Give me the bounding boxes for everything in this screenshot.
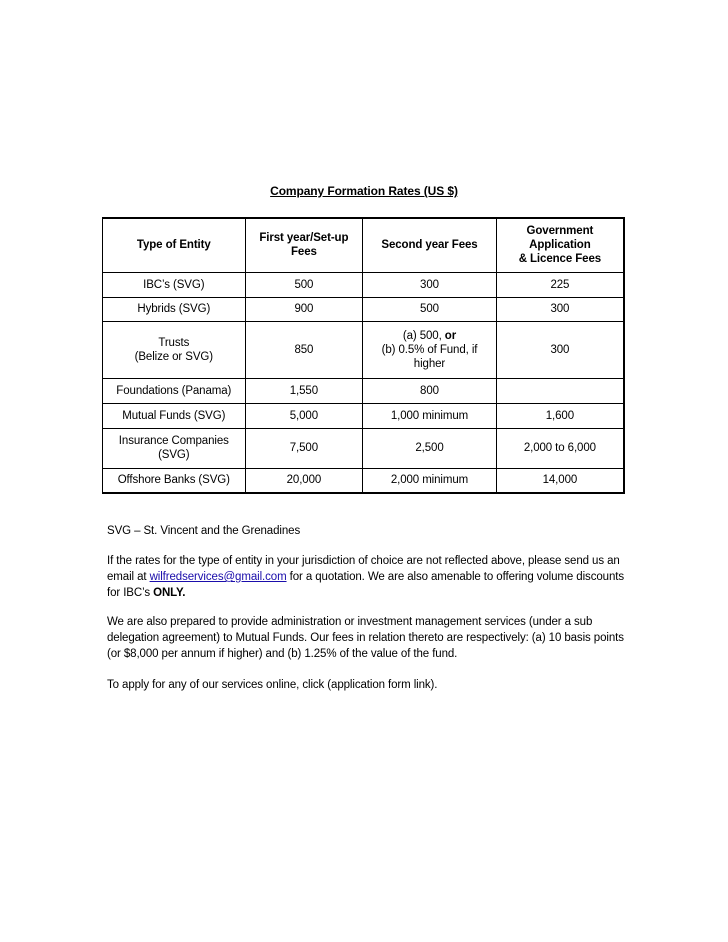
cell-government: 300: [496, 297, 624, 321]
cell-entity-line1: Insurance Companies: [118, 435, 229, 447]
table-header-row: [103, 218, 625, 272]
page-title: Company Formation Rates (US $): [270, 184, 458, 198]
apply-online-paragraph: To apply for any of our services online, click (application form link).: [107, 679, 438, 691]
cell-second-line3: higher: [413, 357, 446, 370]
header-type-of-entity: Type of Entity: [103, 218, 246, 272]
header-gov-line1: Government: [526, 225, 594, 238]
quotation-text-end: for a quotation. We are also amenable to offering volume discounts for IBC’s: [107, 571, 624, 599]
email-link[interactable]: wilfredservices@gmail.com: [149, 571, 287, 583]
cell-entity: Foundations (Panama): [103, 378, 246, 403]
cell-second-year: 500: [363, 297, 497, 321]
cell-first-year: 500: [245, 272, 363, 297]
cell-government: 1,600: [496, 403, 624, 428]
cell-first-year: 900: [245, 297, 363, 321]
cell-second-year: 2,500: [363, 428, 497, 468]
cell-entity: IBC’s (SVG): [103, 272, 246, 297]
cell-second-year: 2,000 minimum: [363, 468, 497, 493]
cell-first-year: 20,000: [245, 468, 363, 493]
cell-entity-line2: (Belize or SVG): [134, 350, 213, 363]
cell-entity-line1: Trusts: [158, 336, 190, 349]
header-first-year-line2: Fees: [290, 246, 317, 259]
header-first-year-fees: [245, 218, 363, 272]
cell-second-year: [363, 321, 497, 378]
table-row: [103, 297, 625, 321]
rates-table: [102, 217, 625, 494]
cell-entity-line2: (SVG): [158, 449, 190, 461]
cell-government: 300: [496, 321, 624, 378]
header-second-year-fees: Second year Fees: [363, 218, 497, 272]
cell-entity: Mutual Funds (SVG): [103, 403, 246, 428]
cell-second-year: 800: [363, 378, 497, 403]
table-row: [103, 378, 625, 403]
cell-first-year: 850: [245, 321, 363, 378]
cell-first-year: 5,000: [245, 403, 363, 428]
cell-government: 225: [496, 272, 624, 297]
header-government-fees: [496, 218, 624, 272]
cell-second-line1: (a) 500,: [402, 329, 445, 342]
administration-paragraph: We are also prepared to provide administration or investment management services (under a sub delegation agreement) to Mutual Funds. Our fees in relation thereto are respectively: (a) 10 basis points (or $8,000 per annum if higher) and (b) 1.25% of the value of the fund.: [107, 616, 624, 660]
only-emphasis: ONLY.: [153, 587, 186, 599]
cell-first-year: 7,500: [245, 428, 363, 468]
cell-second-or: or: [444, 329, 457, 342]
cell-second-line2: (b) 0.5% of Fund, if: [381, 343, 478, 356]
cell-second-year: 300: [363, 272, 497, 297]
header-first-year-line1: First year/Set-up: [259, 232, 349, 245]
table-row: [103, 468, 625, 493]
quotation-text-start: If the rates for the type of entity in your jurisdiction of choice are not reflected above, please send us an email at: [107, 555, 620, 583]
cell-government: 2,000 to 6,000: [496, 428, 624, 468]
cell-second-year: 1,000 minimum: [363, 403, 497, 428]
header-gov-line2: Application: [529, 239, 591, 252]
table-row: [103, 272, 625, 297]
cell-government: [496, 378, 624, 403]
cell-entity: Hybrids (SVG): [103, 297, 246, 321]
cell-first-year: 1,550: [245, 378, 363, 403]
cell-government: 14,000: [496, 468, 624, 493]
quotation-paragraph: [107, 553, 627, 601]
cell-entity: Offshore Banks (SVG): [103, 468, 246, 493]
table-row: [103, 403, 625, 428]
table-row: [103, 321, 625, 378]
table-row: [103, 428, 625, 468]
cell-entity: [103, 321, 246, 378]
header-gov-line3: & Licence Fees: [518, 253, 602, 266]
svg-definition: SVG – St. Vincent and the Grenadines: [107, 525, 301, 537]
cell-entity: [103, 428, 246, 468]
